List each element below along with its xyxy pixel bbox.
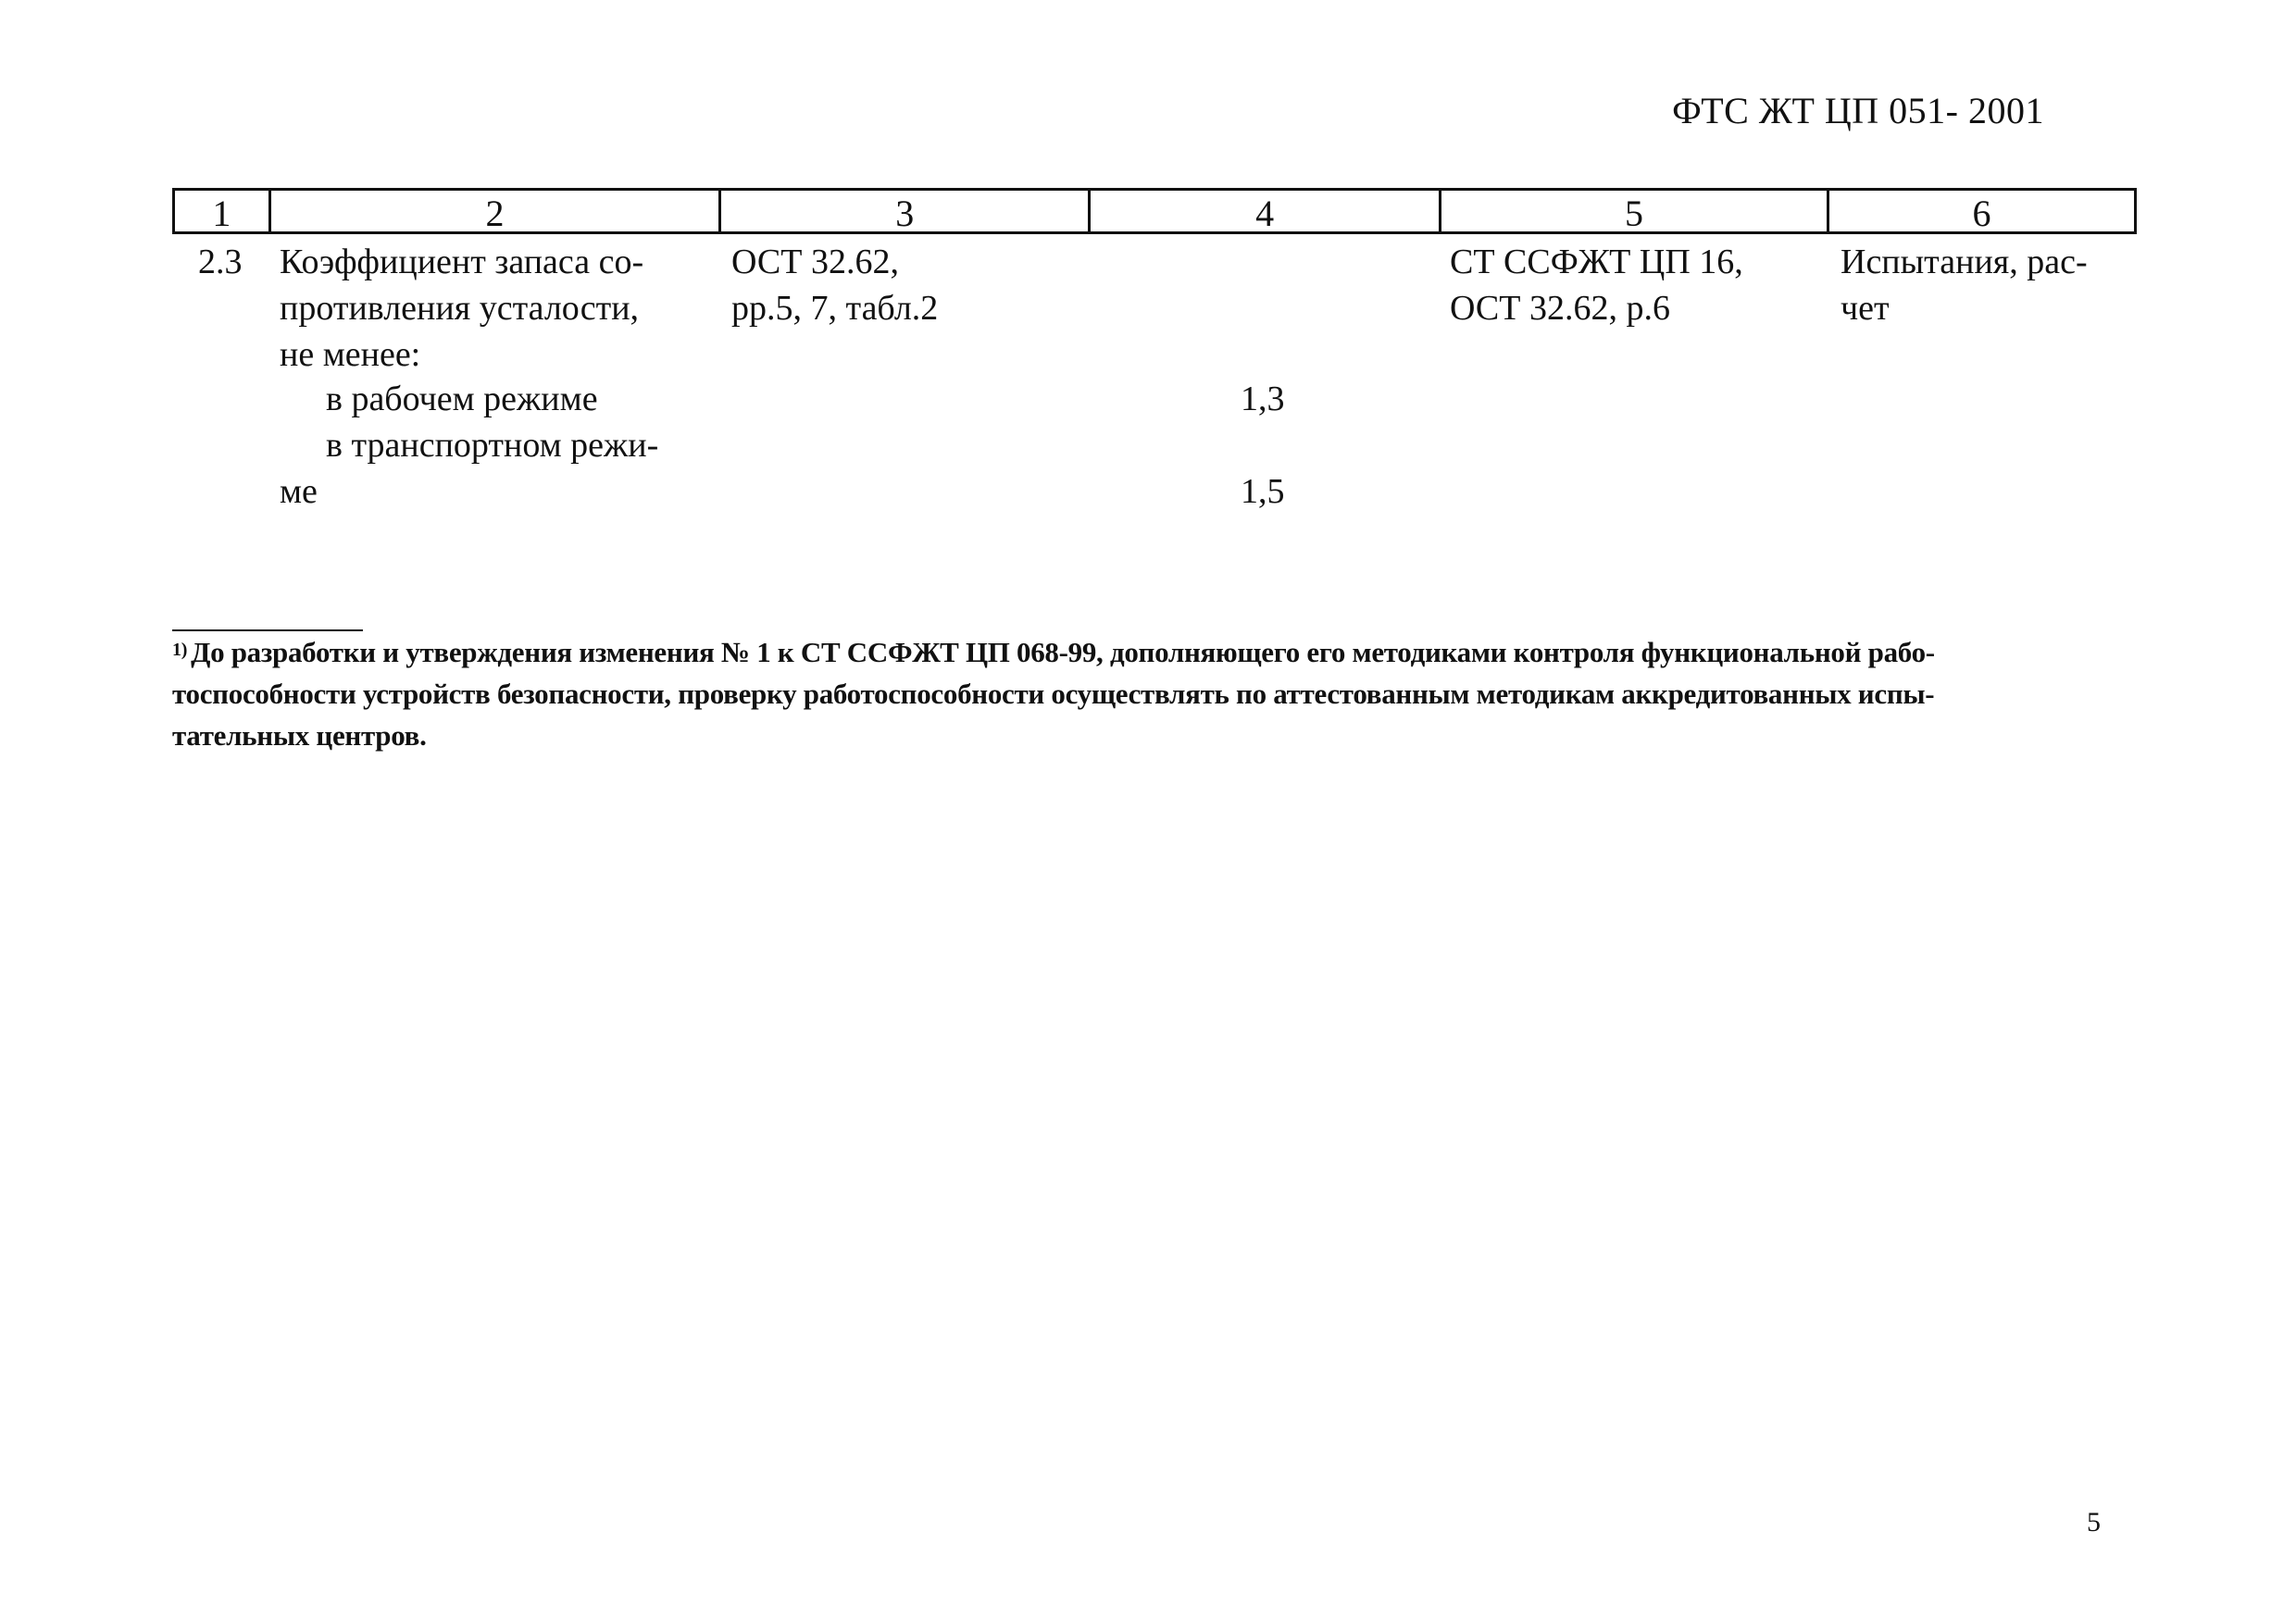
sub-item-working-mode-value: 1,3 [1241, 380, 1285, 418]
table-column-numbers [172, 188, 2137, 234]
column-number-4: 4 [1091, 191, 1441, 231]
sub-item-transport-mode-value: 1,5 [1241, 472, 1285, 511]
footnote-line-1 [172, 631, 2139, 673]
verification-line-2: чет [1841, 289, 1890, 328]
column-number-6: 6 [1972, 192, 1991, 234]
column-number-5: 5 [1441, 191, 1829, 231]
column-number-3: 3 [721, 191, 1091, 231]
parameter-line-1: Коэффициент запаса со- [280, 243, 644, 281]
footnote-line-3: тательных центров. [172, 719, 427, 752]
sub-item-working-mode-label: в рабочем режиме [326, 380, 598, 418]
sub-item-transport-mode-label: в транспортном режи- [326, 426, 659, 465]
verification-line-1: Испытания, рас- [1841, 243, 2088, 281]
document-code: ФТС ЖТ ЦП 051- 2001 [1672, 90, 2044, 131]
column-number-1: 1 [175, 191, 271, 231]
footnote-line-2: тоспособности устройств безопасности, проверку работоспособности осуществлять по аттестованным методикам аккредитованных испы- [172, 678, 1935, 710]
reference-line-2: рр.5, 7, табл.2 [731, 289, 939, 328]
footnote-marker: 1) [172, 640, 188, 660]
sub-item-transport-mode-continuation: ме [280, 472, 318, 511]
reference-line-1: ОСТ 32.62, [731, 243, 899, 281]
method-doc-line-2: ОСТ 32.62, р.6 [1450, 289, 1670, 328]
parameter-line-3: не менее: [280, 335, 421, 374]
method-doc-line-1: СТ ССФЖТ ЦП 16, [1450, 243, 1743, 281]
footnote-line-1-text: До разработки и утверждения изменения № 1 к СТ ССФЖТ ЦП 068-99, дополняющего его методиками контроля функциональной рабо- [191, 636, 1935, 668]
page-number: 5 [2087, 1507, 2101, 1537]
column-number-2: 2 [271, 191, 722, 231]
row-number: 2.3 [198, 243, 243, 281]
footnote [172, 631, 2139, 756]
parameter-line-2: противления усталости, [280, 289, 640, 328]
